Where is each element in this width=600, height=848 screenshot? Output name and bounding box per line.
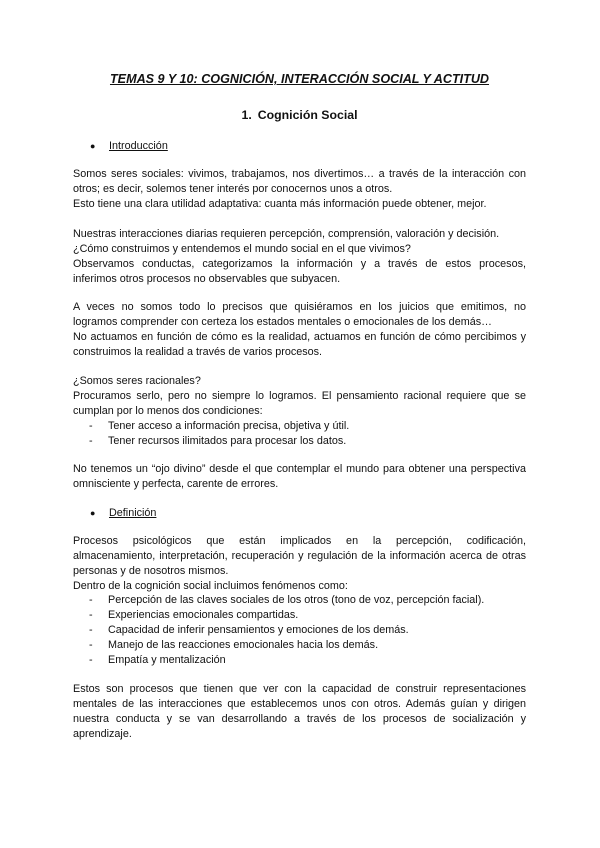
list-item: [73, 419, 526, 434]
list-item-text: Tener acceso a información precisa, objetiva y útil.: [108, 420, 350, 432]
document-title: TEMAS 9 Y 10: COGNICIÓN, INTERACCIÓN SOCIAL Y ACTITUD: [109, 72, 490, 86]
text-line: mentales de las interacciones que establecemos unos con otros. Además guían y dirigen: [73, 698, 526, 710]
definition-heading-text: Definición: [109, 507, 157, 519]
text-line: Estos son procesos que tienen que ver con la capacidad de construir representaciones: [73, 683, 526, 695]
list-item: [73, 593, 526, 608]
definition-paragraph-2: [73, 682, 526, 742]
list-item-text: Tener recursos ilimitados para procesar los datos.: [108, 435, 347, 447]
list-item-text: Manejo de las reacciones emocionales hacia los demás.: [108, 639, 379, 651]
text-line: ¿Somos seres racionales?: [73, 375, 201, 387]
definition-paragraph-1: [73, 534, 526, 594]
dash-marker: -: [89, 639, 93, 651]
intro-paragraph-5: [73, 462, 526, 492]
text-line: Nuestras interacciones diarias requieren percepción, comprensión, valoración y decisión.: [73, 228, 500, 240]
intro-paragraph-2: [73, 227, 526, 287]
text-line: otros; es decir, solemos tener interés por conocernos unos a otros.: [73, 183, 393, 195]
text-line: aprendizaje.: [73, 728, 132, 740]
section-number: 1.: [241, 108, 252, 122]
text-line: personas y de nosotros mismos.: [73, 565, 229, 577]
text-line: Somos seres sociales: vivimos, trabajamos, nos divertimos… a través de la interacción con: [73, 168, 526, 180]
section-title: [73, 107, 526, 123]
list-item: [73, 623, 526, 638]
text-line: nuestra conducta y se van desarrollando a través de los procesos de socialización y: [73, 713, 526, 725]
list-item-text: Percepción de las claves sociales de los otros (tono de voz, percepción facial).: [108, 594, 485, 606]
bullet-icon: ●: [90, 508, 96, 518]
text-line: ¿Cómo construimos y entendemos el mundo social en el que vivimos?: [73, 243, 411, 255]
text-line: construimos la realidad a través de varios procesos.: [73, 346, 323, 358]
list-item: [73, 653, 526, 668]
list-item-text: Capacidad de inferir pensamientos y emociones de los demás.: [108, 624, 409, 636]
intro-paragraph-1: [73, 167, 526, 212]
text-line: No actuamos en función de cómo es la realidad, actuamos en función de cómo percibimos y: [73, 331, 526, 343]
bullet-icon: ●: [90, 141, 96, 151]
phenomena-list: [73, 593, 526, 668]
dash-marker: -: [89, 435, 93, 447]
dash-marker: -: [89, 654, 93, 666]
text-line: inferimos otros procesos no observables que subyacen.: [73, 273, 341, 285]
list-item-text: Experiencias emocionales compartidas.: [108, 609, 299, 621]
dash-marker: -: [89, 420, 93, 432]
definition-heading: [90, 506, 156, 521]
text-line: No tenemos un “ojo divino” desde el que contemplar el mundo para obtener una perspectiva: [73, 463, 526, 475]
conditions-list: [73, 419, 526, 449]
text-line: Procesos psicológicos que están implicados en la percepción, codificación,: [73, 535, 526, 547]
text-line: logramos comprender con certeza los estados mentales o emocionales de los demás…: [73, 316, 492, 328]
dash-marker: -: [89, 624, 93, 636]
intro-paragraph-4: [73, 374, 526, 419]
text-line: Procuramos serlo, pero no siempre lo logramos. El pensamiento racional requiere que se: [73, 390, 526, 402]
dash-marker: -: [89, 609, 93, 621]
text-line: cumplan por lo menos dos condiciones:: [73, 405, 263, 417]
section-title-text: Cognición Social: [257, 108, 358, 122]
dash-marker: -: [89, 594, 93, 606]
list-item: [73, 608, 526, 623]
intro-heading: [90, 139, 168, 154]
text-line: almacenamiento, interpretación, recuperación y regulación de la información acerca de otras: [73, 550, 526, 562]
text-line: A veces no somos todo lo precisos que quisiéramos en los juicios que emitimos, no: [73, 301, 526, 313]
text-line: Dentro de la cognición social incluimos fenómenos como:: [73, 580, 348, 592]
list-item: [73, 638, 526, 653]
intro-heading-text: Introducción: [109, 140, 168, 152]
text-line: omnisciente y perfecta, carente de errores.: [73, 478, 279, 490]
list-item-text: Empatía y mentalización: [108, 654, 226, 666]
list-item: [73, 434, 526, 449]
intro-paragraph-3: [73, 300, 526, 360]
text-line: Esto tiene una clara utilidad adaptativa: cuanta más información puede obtener, mejor.: [73, 198, 487, 210]
text-line: Observamos conductas, categorizamos la información y a través de estos procesos,: [73, 258, 526, 270]
